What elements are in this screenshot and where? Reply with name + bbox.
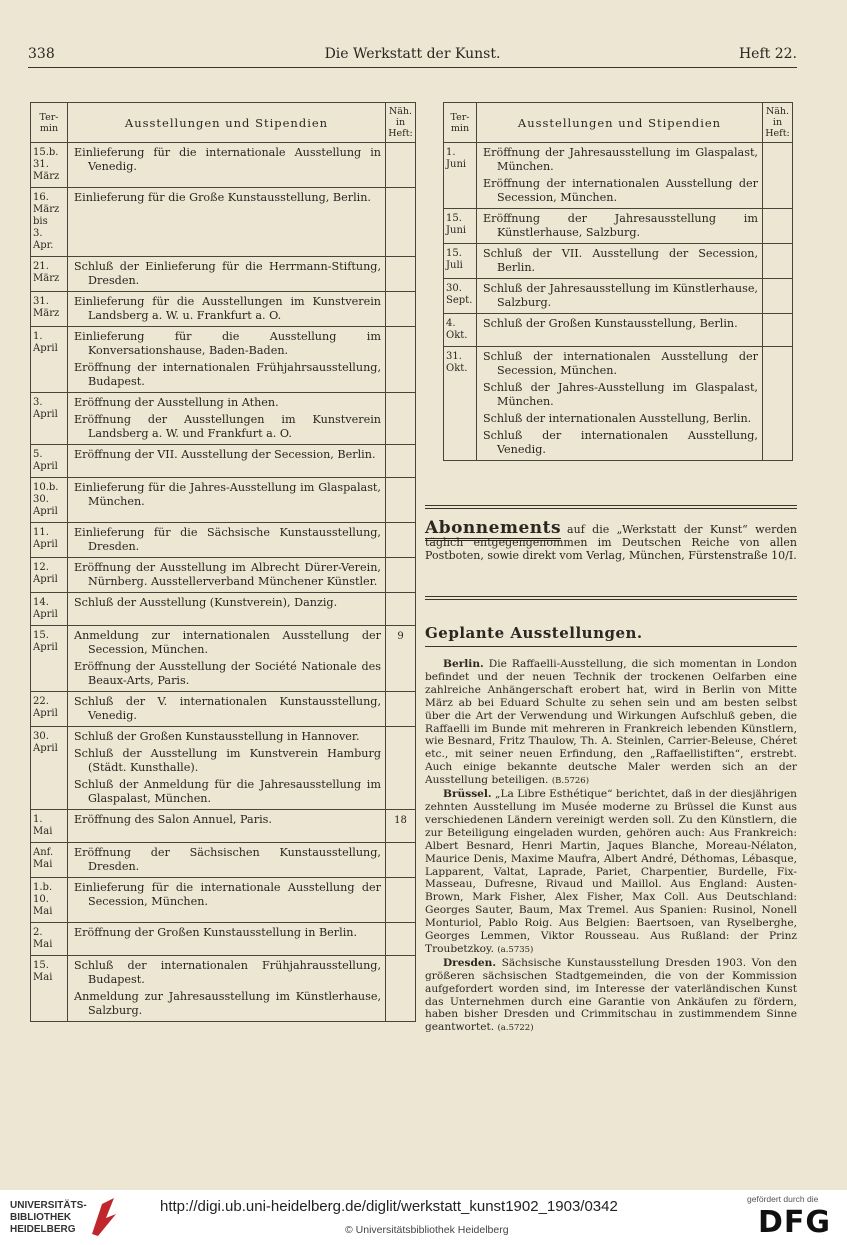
row-events <box>68 393 386 445</box>
row-events <box>68 626 386 692</box>
library-name-line: HEIDELBERG <box>10 1224 76 1235</box>
table-row <box>31 143 416 188</box>
row-date <box>31 923 68 956</box>
date-text: 12. April <box>33 562 58 585</box>
row-events <box>68 558 386 593</box>
abonnements-heading: Abonnements <box>425 518 561 541</box>
row-date <box>31 393 68 445</box>
city-name: Brüssel. <box>443 788 492 801</box>
library-name-line: UNIVERSITÄTS- <box>10 1200 87 1211</box>
event-entry: Eröffnung der Ausstellung in Athen. <box>74 396 279 409</box>
row-heft-ref <box>386 692 416 727</box>
dfg-logo[interactable]: DFG <box>757 1205 831 1240</box>
reference-code: (a.5735) <box>497 944 534 955</box>
table-row <box>444 143 793 209</box>
row-date <box>31 143 68 188</box>
journal-title: Die Werkstatt der Kunst. <box>324 46 501 62</box>
row-date <box>31 878 68 923</box>
event-entry: Eröffnung der Ausstellung im Albrecht Dürer-Verein, Nürnberg. Ausstellerverband Münchener Künstler. <box>74 561 381 588</box>
row-events <box>68 878 386 923</box>
header-naeh: Näh. in Heft: <box>763 103 793 143</box>
row-date <box>31 188 68 257</box>
table-row <box>444 314 793 347</box>
paragraph-text: Die Raffaelli-Ausstellung, die sich momentan in London befindet und der neuen Technik der trockenen Oelfarben eine zahlreiche Anhängerschaft erobert hat, wird in Berlin von Mitte März ab bei Eduard Schulte zu sehen sein und am besten selbst über die Art der Verwendung und Wirkungen Aufschluß geben, die Raffaelli im Bunde mit mehreren in Frankreich lebenden Künstlern, wie Besnard, Fritz Thaulow, Th. A. Steinlen, Carrier-Beleuse, Chéret etc., mit seiner neuen Erfindung, den „Raffaellistiften“, erstrebt. Auch einige bekannte deutsche Maler werden sich an der Ausstellung beteiligen. <box>425 658 797 787</box>
row-heft-ref <box>386 956 416 1022</box>
event-entry: Schluß der Großen Kunstausstellung, Berlin. <box>483 317 738 330</box>
table-row <box>31 810 416 843</box>
table-row <box>444 209 793 244</box>
table-row <box>31 692 416 727</box>
section-rule <box>425 596 797 600</box>
row-date <box>31 558 68 593</box>
date-text: 21. März <box>33 261 60 284</box>
row-heft-ref <box>763 143 793 209</box>
table-row <box>31 188 416 257</box>
date-text: 14. April <box>33 597 58 620</box>
article-paragraph <box>425 788 797 957</box>
event-entry: Eröffnung der Großen Kunstausstellung in Berlin. <box>74 926 358 939</box>
reference-code: (B.5726) <box>551 776 590 787</box>
event-entry: Einlieferung für die Jahres-Ausstellung im Glaspalast, München. <box>74 481 381 508</box>
event-entry: Schluß der internationalen Ausstellung der Secession, München. <box>483 350 758 377</box>
date-text: 3. April <box>33 397 58 420</box>
row-date <box>444 143 477 209</box>
row-heft-ref <box>386 188 416 257</box>
row-heft-ref <box>386 593 416 626</box>
row-events <box>68 843 386 878</box>
table-row <box>31 727 416 810</box>
event-entry: Anmeldung zur Jahresausstellung im Künstlerhause, Salzburg. <box>74 990 381 1017</box>
header-main: Ausstellungen und Stipendien <box>477 103 763 143</box>
event-entry: Eröffnung des Salon Annuel, Paris. <box>74 813 272 826</box>
row-heft-ref: 9 <box>386 626 416 692</box>
event-entry: Eröffnung der Ausstellung der Société Nationale des Beaux-Arts, Paris. <box>74 660 381 687</box>
date-text: 4. Okt. <box>446 318 468 341</box>
row-date <box>31 727 68 810</box>
row-events <box>68 810 386 843</box>
row-heft-ref <box>763 347 793 461</box>
event-entry: Schluß der Jahresausstellung im Künstlerhause, Salzburg. <box>483 282 758 309</box>
event-entry: Schluß der internationalen Ausstellung, Venedig. <box>483 429 758 456</box>
event-entry: Eröffnung der Jahresausstellung im Glaspalast, München. <box>483 146 758 173</box>
permalink-url[interactable]: http://digi.ub.uni-heidelberg.de/diglit/werkstatt_kunst1902_1903/0342 <box>160 1198 618 1215</box>
row-date <box>31 478 68 523</box>
row-date <box>31 327 68 393</box>
date-text: 1. Juni <box>446 147 467 170</box>
row-events <box>68 727 386 810</box>
table-row <box>31 523 416 558</box>
table-row <box>31 626 416 692</box>
event-entry: Schluß der V. internationalen Kunstausstellung, Venedig. <box>74 695 381 722</box>
event-entry: Einlieferung für die Ausstellung im Konversationshause, Baden-Baden. <box>74 330 381 357</box>
table-row <box>444 279 793 314</box>
paragraph-text: „La Libre Esthétique“ berichtet, daß in der diesjährigen zehnten Ausstellung im Musée moderne zu Brüssel die Kunst aus verschiedenen Ländern vereinigt werden soll. Zu den Künstlern, die zur Beteiligung eingeladen wurden, gehören auch: Aus Frankreich: Albert Besnard, Henri Martin, Jaques Blanche, Moreau-Nélaton, Maurice Denis, Maxime Maufra, Albert André, Déthomas, Lébasque, Lapparent, Valtat, Laprade, Pariet, Charpentier, Burdelle, Fix-Masseau, Dufresne, Rivaud und Maillol. Aus England: Austen-Brown, Mark Fisher, Alex Fisher, Max Coll. Aus Deutschland: Georges Sauter, Baum, Max Tremel. Aus Spanien: Rusinol, Nonell Monturiol, Pablo Roig. Aus Belgien: Baertsoen, van Ryselberghe, Georges Lemmen, Viktor Rousseau. Aus Rußland: der Prinz Troubetzkoy. <box>425 788 797 955</box>
event-entry: Schluß der Einlieferung für die Herrmann-Stiftung, Dresden. <box>74 260 381 287</box>
row-events <box>477 347 763 461</box>
library-logo[interactable] <box>10 1200 87 1236</box>
paragraph-text: Sächsische Kunstausstellung Dresden 1903. Von den größeren sächsischen Stadtgemeinden, die von der Kommission aufgefordert worden sind, im Interesse der vaterländischen Kunst das Unternehmen durch eine Garantie von Ankäufen zu fördern, haben bisher Dresden und Crimmitschau in zustimmendem Sinne geantwortet. <box>425 956 797 1034</box>
row-heft-ref <box>386 878 416 923</box>
row-events <box>477 314 763 347</box>
table-row <box>31 257 416 292</box>
row-heft-ref <box>386 923 416 956</box>
date-text: 15. Juli <box>446 248 463 271</box>
table-row <box>31 327 416 393</box>
row-events <box>68 445 386 478</box>
exhibition-table-left <box>30 102 416 1022</box>
row-date <box>31 292 68 327</box>
event-entry: Eröffnung der VII. Ausstellung der Secession, Berlin. <box>74 448 376 461</box>
event-entry: Schluß der Anmeldung für die Jahresausstellung im Glaspalast, München. <box>74 778 381 805</box>
row-heft-ref: 18 <box>386 810 416 843</box>
event-entry: Schluß der internationalen Frühjahrausstellung, Budapest. <box>74 959 381 986</box>
date-text: 15. Mai <box>33 960 53 983</box>
row-events <box>477 244 763 279</box>
row-date <box>31 810 68 843</box>
row-events <box>68 692 386 727</box>
event-entry: Eröffnung der Ausstellungen im Kunstverein Landsberg a. W. und Frankfurt a. O. <box>74 413 381 440</box>
table-row <box>31 445 416 478</box>
table-row <box>31 956 416 1022</box>
event-entry: Schluß der Ausstellung (Kunstverein), Danzig. <box>74 596 338 609</box>
event-entry: Schluß der Ausstellung im Kunstverein Hamburg (Städt. Kunsthalle). <box>74 747 381 774</box>
event-entry: Einlieferung für die internationale Ausstellung der Secession, München. <box>74 881 381 908</box>
date-text: 1.b. 10. Mai <box>33 882 53 917</box>
section-rule <box>425 505 797 509</box>
table-row <box>31 923 416 956</box>
event-entry: Schluß der Jahres-Ausstellung im Glaspalast, München. <box>483 381 758 408</box>
row-events <box>68 143 386 188</box>
row-date <box>31 692 68 727</box>
article-paragraph <box>425 658 797 788</box>
date-text: 30. April <box>33 731 58 754</box>
date-text: 1. April <box>33 331 58 354</box>
date-text: 15. Juni <box>446 213 467 236</box>
row-events <box>477 279 763 314</box>
table-row <box>31 558 416 593</box>
event-entry: Einlieferung für die Ausstellungen im Kunstverein Landsberg a. W. u. Frankfurt a. O. <box>74 295 381 322</box>
row-heft-ref <box>386 292 416 327</box>
row-events <box>68 327 386 393</box>
date-text: 10.b. 30. April <box>33 482 59 517</box>
city-name: Dresden. <box>443 956 497 969</box>
event-entry: Eröffnung der internationalen Frühjahrsausstellung, Budapest. <box>74 361 381 388</box>
date-text: 31. Okt. <box>446 351 468 374</box>
header-termin: Ter- min <box>444 103 477 143</box>
sponsor-label: gefördert durch die <box>747 1194 819 1204</box>
abonnements-notice <box>425 518 797 562</box>
section-title: Geplante Ausstellungen. <box>425 624 797 647</box>
event-entry: Schluß der VII. Ausstellung der Secession, Berlin. <box>483 247 758 274</box>
event-entry: Schluß der Großen Kunstausstellung in Hannover. <box>74 730 360 743</box>
library-emblem-icon <box>88 1194 118 1238</box>
row-events <box>68 593 386 626</box>
row-events <box>68 292 386 327</box>
row-heft-ref <box>763 314 793 347</box>
library-name-line: BIBLIOTHEK <box>10 1212 72 1223</box>
row-date <box>31 593 68 626</box>
date-text: 2. Mai <box>33 927 53 950</box>
row-date <box>31 956 68 1022</box>
row-date <box>444 347 477 461</box>
city-name: Berlin. <box>443 658 484 670</box>
row-events <box>68 188 386 257</box>
table-row <box>31 393 416 445</box>
table-row <box>31 292 416 327</box>
copyright-notice: © Universitätsbibliothek Heidelberg <box>345 1224 509 1236</box>
row-date <box>31 257 68 292</box>
date-text: 5. April <box>33 449 58 472</box>
row-date <box>444 279 477 314</box>
row-heft-ref <box>386 523 416 558</box>
header-naeh: Näh. in Heft: <box>386 103 416 143</box>
header-main: Ausstellungen und Stipendien <box>68 103 386 143</box>
row-heft-ref <box>386 143 416 188</box>
table-row <box>444 347 793 461</box>
row-events <box>68 956 386 1022</box>
row-events <box>68 923 386 956</box>
table-row <box>31 878 416 923</box>
date-text: 22. April <box>33 696 58 719</box>
page-number: 338 <box>28 46 55 62</box>
event-entry: Eröffnung der Sächsischen Kunstausstellung, Dresden. <box>74 846 381 873</box>
row-date <box>31 523 68 558</box>
event-entry: Einlieferung für die internationale Ausstellung in Venedig. <box>74 146 381 173</box>
row-heft-ref <box>386 727 416 810</box>
date-text: 31. März <box>33 296 60 319</box>
issue-number: Heft 22. <box>738 46 797 62</box>
row-events <box>68 478 386 523</box>
event-entry: Eröffnung der internationalen Ausstellung der Secession, München. <box>483 177 758 204</box>
date-text: 15.b. 31. März <box>33 147 60 182</box>
abonnements-text: auf die „Werkstatt der Kunst“ werden täglich entgegengenommen im Deutschen Reiche von allen Postboten, sowie direkt vom Verlag, München, Fürstenstraße 10/I. <box>425 523 797 562</box>
row-events <box>477 209 763 244</box>
row-heft-ref <box>386 327 416 393</box>
event-entry: Eröffnung der Jahresausstellung im Künstlerhause, Salzburg. <box>483 212 758 239</box>
row-date <box>444 244 477 279</box>
date-text: Anf. Mai <box>33 847 54 870</box>
date-text: 11. April <box>33 527 58 550</box>
exhibition-table-right <box>443 102 793 461</box>
article-paragraph <box>425 957 797 1035</box>
date-text: 30. Sept. <box>446 283 473 306</box>
row-heft-ref <box>763 279 793 314</box>
date-text: 16. März bis 3. Apr. <box>33 192 60 251</box>
event-entry: Anmeldung zur internationalen Ausstellung der Secession, München. <box>74 629 381 656</box>
row-events <box>477 143 763 209</box>
event-entry: Einlieferung für die Große Kunstausstellung, Berlin. <box>74 191 371 204</box>
row-date <box>444 209 477 244</box>
event-entry: Einlieferung für die Sächsische Kunstausstellung, Dresden. <box>74 526 381 553</box>
row-events <box>68 257 386 292</box>
table-row <box>31 593 416 626</box>
table-row <box>31 478 416 523</box>
row-heft-ref <box>386 393 416 445</box>
row-date <box>31 626 68 692</box>
row-date <box>444 314 477 347</box>
event-entry: Schluß der internationalen Ausstellung, Berlin. <box>483 412 752 425</box>
row-events <box>68 523 386 558</box>
row-heft-ref <box>763 209 793 244</box>
table-row <box>31 843 416 878</box>
header-termin: Ter- min <box>31 103 68 143</box>
row-date <box>31 445 68 478</box>
reference-code: (a.5722) <box>497 1023 534 1034</box>
footer-bar <box>0 1190 847 1245</box>
row-heft-ref <box>386 843 416 878</box>
row-heft-ref <box>386 257 416 292</box>
row-heft-ref <box>763 244 793 279</box>
article-body <box>425 658 797 1035</box>
row-date <box>31 843 68 878</box>
date-text: 1. Mai <box>33 814 53 837</box>
row-heft-ref <box>386 478 416 523</box>
row-heft-ref <box>386 558 416 593</box>
row-heft-ref <box>386 445 416 478</box>
date-text: 15. April <box>33 630 58 653</box>
running-header <box>28 46 797 68</box>
table-row <box>444 244 793 279</box>
